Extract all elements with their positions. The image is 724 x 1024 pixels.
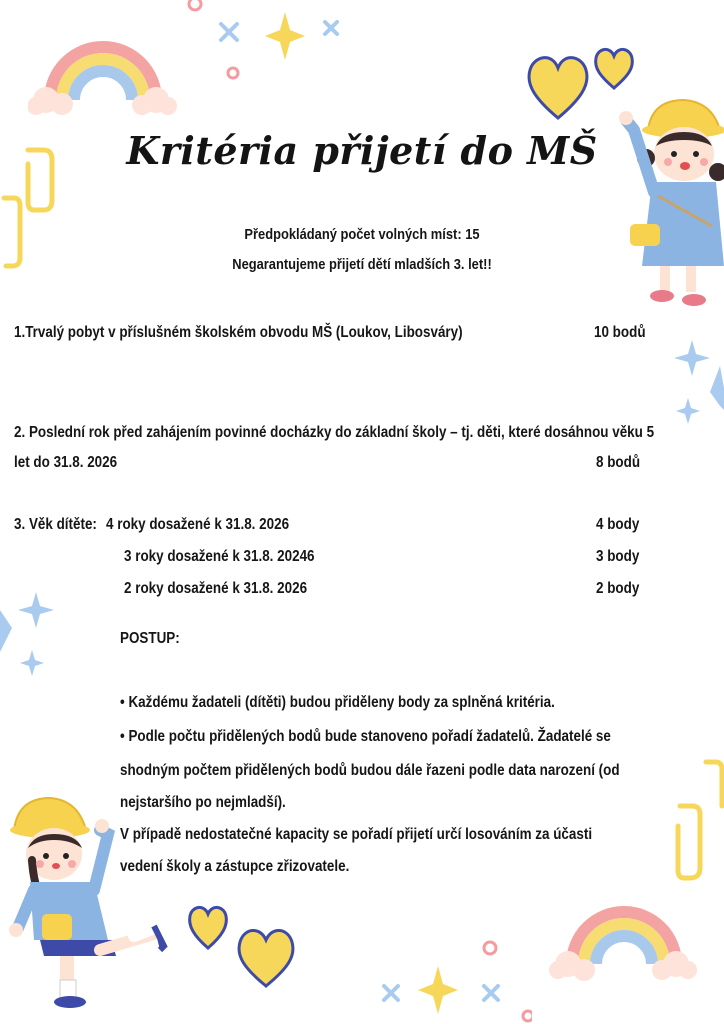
rainbow-icon <box>28 38 178 118</box>
procedure-line: nejstaršího po nejmladší). <box>120 794 286 811</box>
procedure-line: vedení školy a zástupce zřizovatele. <box>120 858 350 875</box>
criterion-1-points: 10 bodů <box>594 324 646 341</box>
criterion-2-points: 8 bodů <box>596 454 641 471</box>
paperclip-icon <box>672 756 724 886</box>
age-row-text: 4 roky dosažené k 31.8. 2026 <box>106 516 290 533</box>
criterion-2-text-cont: let do 31.8. 2026 <box>14 454 118 471</box>
bottom-sparkles-icon <box>372 936 532 1024</box>
girl-illustration-icon <box>4 790 168 1014</box>
procedure-line: V případě nedostatečné kapacity se pořadí přijetí určí losováním za účasti <box>120 826 593 843</box>
hearts-icon <box>186 898 298 990</box>
page-title: Kritéria přijetí do MŠ <box>126 128 598 173</box>
age-row-points: 3 body <box>596 548 640 565</box>
age-row-text: 2 roky dosažené k 31.8. 2026 <box>124 580 308 597</box>
criterion-1-text: 1.Trvalý pobyt v příslušném školském obvodu MŠ (Loukov, Libosváry) <box>14 324 463 341</box>
criterion-3-label: 3. Věk dítěte: <box>14 516 97 533</box>
age-warning-note: Negarantujeme přijetí dětí mladších 3. let!! <box>232 256 492 273</box>
top-sparkles-icon <box>185 0 355 90</box>
blue-stars-icon <box>664 336 724 436</box>
age-row-points: 4 body <box>596 516 640 533</box>
blue-stars-icon <box>0 588 60 684</box>
criterion-2-text: 2. Poslední rok před zahájením povinné docházky do základní školy – tj. děti, které dosáhnou věku 5 <box>14 424 655 441</box>
procedure-line: shodným počtem přidělených bodů budou dále řazeni podle data narození (od <box>120 762 620 779</box>
rainbow-icon <box>548 900 698 986</box>
procedure-line: • Každému žadateli (dítěti) budou přiděleny body za splněná kritéria. <box>120 694 555 711</box>
free-places-note: Předpokládaný počet volných míst: 15 <box>244 226 480 243</box>
age-row-text: 3 roky dosažené k 31.8. 20246 <box>124 548 315 565</box>
procedure-line: • Podle počtu přidělených bodů bude stanoveno pořadí žadatelů. Žadatelé se <box>120 728 611 745</box>
procedure-heading: POSTUP: <box>120 630 180 647</box>
age-row-points: 2 body <box>596 580 640 597</box>
